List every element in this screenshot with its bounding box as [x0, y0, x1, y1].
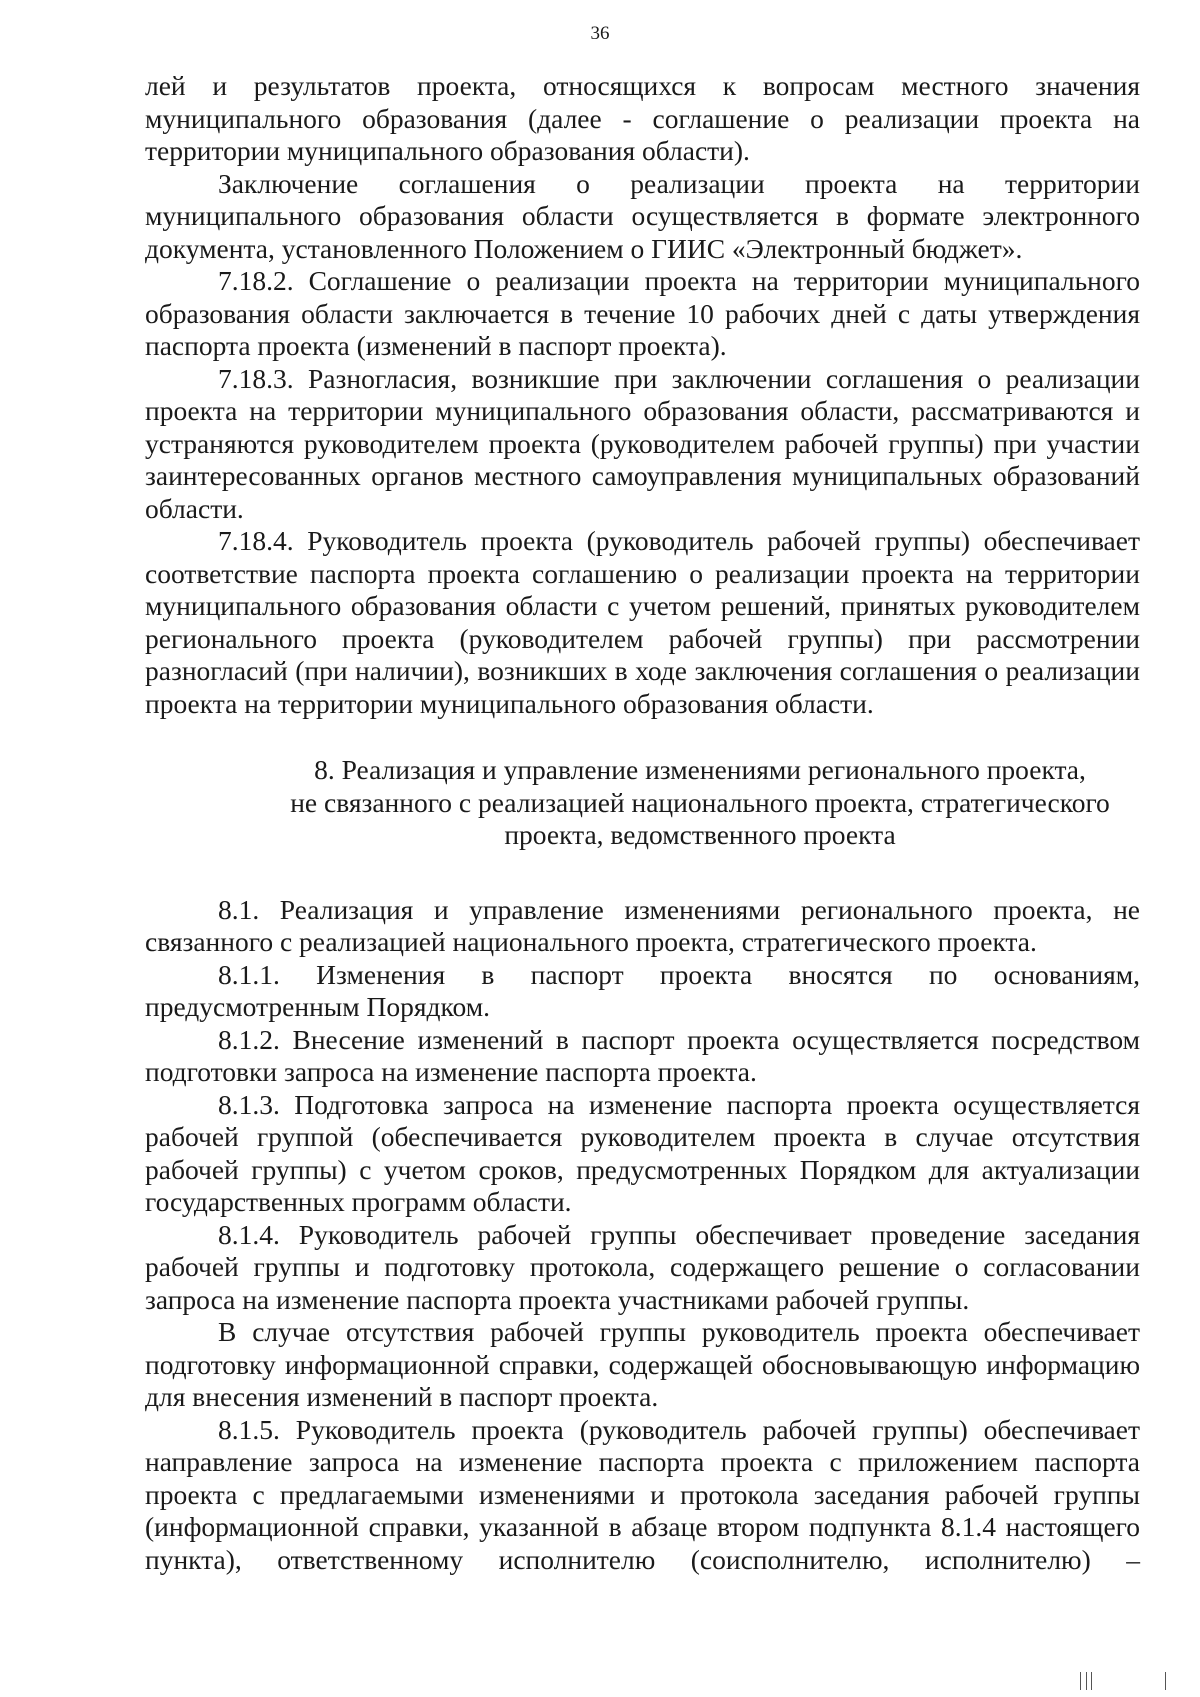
heading-line: не связанного с реализацией национального проекта, стратегического [290, 786, 1110, 818]
document-body [145, 70, 1140, 1576]
paragraph: 8.1.3. Подготовка запроса на изменение паспорта проекта осуществляется рабочей группой (обеспечивается руководителем проекта в случае отсутствия рабочей группы) с учетом сроков, предусмотренных Порядком для актуализации государственных программ области. [145, 1088, 1140, 1217]
heading-line: 8. Реализация и управление изменениями регионального проекта, [314, 754, 1086, 785]
section-8-body [145, 894, 1140, 1577]
paragraph: 7.18.4. Руководитель проекта (руководитель рабочей группы) обеспечивает соответствие паспорта проекта соглашению о реализации проекта на территории муниципального образования области с учетом решений, принятых руководителем регионального проекта (руководителем рабочей группы) при рассмотрении разногласий (при наличии), возникших в ходе заключения соглашения о реализации проекта на территории муниципального образования области. [145, 525, 1140, 719]
paragraph: В случае отсутствия рабочей группы руководитель проекта обеспечивает подготовку информационной справки, содержащей обосновывающую информацию для внесения изменений в паспорт проекта. [145, 1316, 1140, 1412]
scan-edge-marks [1060, 1672, 1170, 1692]
page-number: 36 [590, 23, 610, 44]
paragraph: 8.1. Реализация и управление изменениями регионального проекта, не связанного с реализацией национального проекта, стратегического проекта. [145, 893, 1140, 957]
paragraph: 8.1.5. Руководитель проекта (руководитель рабочей группы) обеспечивает направление запроса на изменение паспорта проекта с приложением паспорта проекта с предлагаемыми изменениями и протокола заседания рабочей группы (информационной справки, указанной в абзаце втором подпункта 8.1.4 настоящего пункта), ответственному исполнителю (соисполнителю, исполнителю) – [145, 1413, 1140, 1575]
paragraph: 8.1.4. Руководитель рабочей группы обеспечивает проведение заседания рабочей группы и подготовку протокола, содержащего решение о согласовании запроса на изменение паспорта проекта участниками рабочей группы. [145, 1218, 1140, 1315]
section-8-heading [145, 754, 1140, 852]
paragraph: 8.1.2. Внесение изменений в паспорт проекта осуществляется посредством подготовки запроса на изменение паспорта проекта. [145, 1023, 1140, 1087]
paragraph: лей и результатов проекта, относящихся к вопросам местного значения муниципального образования (далее - соглашение о реализации проекта на территории муниципального образования области). [145, 70, 1140, 166]
paragraph: Заключение соглашения о реализации проекта на территории муниципального образования области осуществляется в формате электронного документа, установленного Положением о ГИИС «Электронный бюджет». [145, 167, 1140, 264]
section-7-continuation [145, 70, 1140, 720]
heading-line: проекта, ведомственного проекта [504, 819, 896, 850]
paragraph: 7.18.3. Разногласия, возникшие при заключении соглашения о реализации проекта на территории муниципального образования области, рассматриваются и устраняются руководителем проекта (руководителем рабочей группы) при участии заинтересованных органов местного самоуправления муниципальных образований области. [145, 362, 1140, 524]
paragraph: 7.18.2. Соглашение о реализации проекта на территории муниципального образования области заключается в течение 10 рабочих дней с даты утверждения паспорта проекта (изменений в паспорт проекта). [145, 265, 1140, 361]
paragraph: 8.1.1. Изменения в паспорт проекта вносятся по основаниям, предусмотренным Порядком. [145, 958, 1140, 1022]
